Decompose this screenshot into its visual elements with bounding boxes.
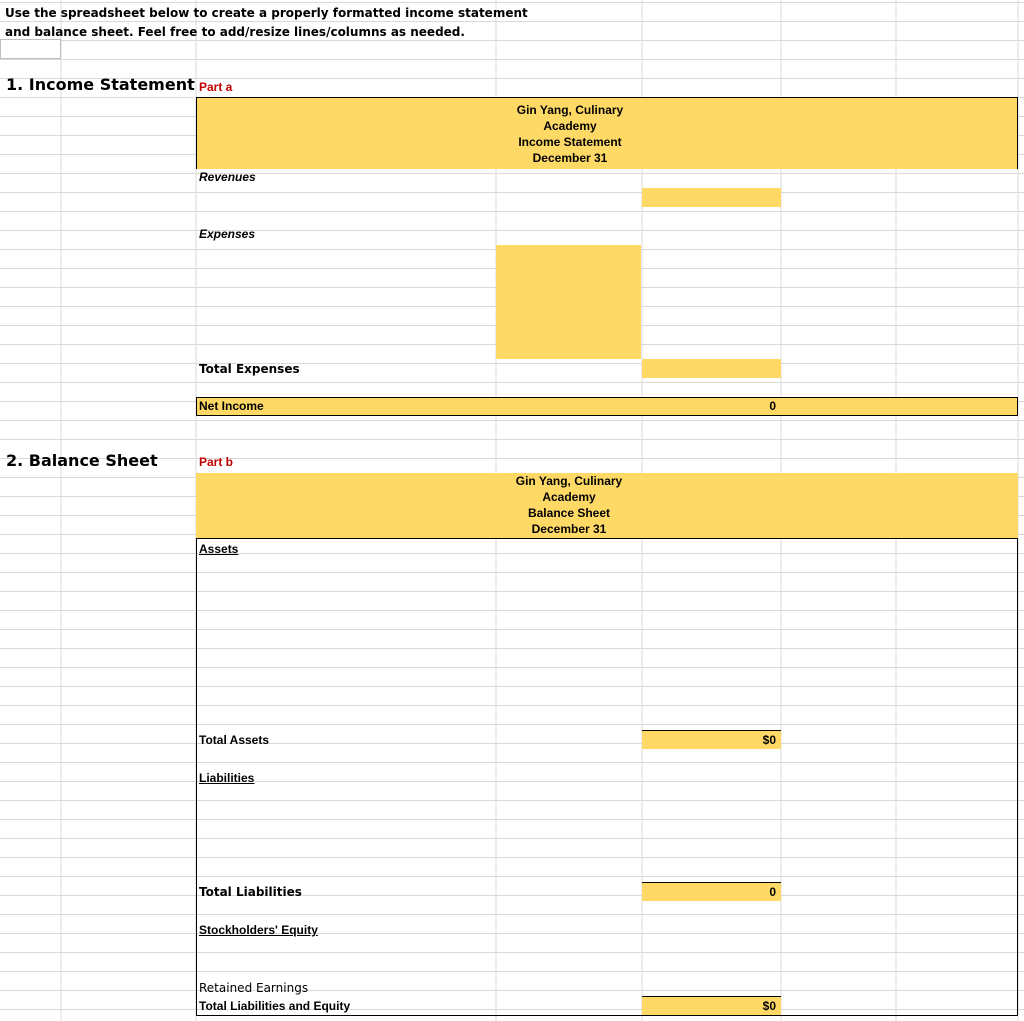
expenses-label: Expenses [199,227,256,241]
revenue-input-cell[interactable] [642,188,781,207]
bs-header-company-line1: Gin Yang, Culinary [515,474,623,488]
total-expenses-input-cell[interactable] [642,359,781,378]
stockholders-equity-label: Stockholders' Equity [199,923,318,937]
balance-sheet-part-label: Part b [199,455,234,469]
income-statement-section-title: 1. Income Statement [6,75,195,94]
selected-cell[interactable] [0,39,61,59]
total-liabilities-label: Total Liabilities [199,885,302,899]
balance-sheet-body-border [196,538,1018,1016]
net-income-row [196,397,1018,416]
net-income-value[interactable]: 0 [769,399,776,413]
bs-header-statement-title: Balance Sheet [527,506,611,520]
income-statement-header-box [196,97,1018,169]
revenues-label: Revenues [199,170,256,184]
total-liabilities-equity-label: Total Liabilities and Equity [199,999,351,1013]
is-header-date: December 31 [532,151,608,165]
income-statement-part-label: Part a [199,80,233,94]
assets-label: Assets [199,542,239,556]
retained-earnings-label: Retained Earnings [199,981,309,995]
balance-sheet-section-title: 2. Balance Sheet [6,451,158,470]
total-expenses-label: Total Expenses [199,362,300,376]
balance-sheet-header-box [196,473,1018,538]
instructions-line-2: and balance sheet. Feel free to add/resize lines/columns as needed. [5,25,465,39]
total-assets-value[interactable]: $0 [642,730,781,749]
is-header-statement-title: Income Statement [518,135,622,149]
is-header-company-line2: Academy [543,119,597,133]
bs-header-company-line2: Academy [542,490,596,504]
total-liabilities-value[interactable]: 0 [642,882,781,901]
net-income-label: Net Income [199,399,264,413]
expenses-input-cells[interactable] [496,245,641,359]
instructions-line-1: Use the spreadsheet below to create a properly formatted income statement [5,6,528,20]
bs-header-date: December 31 [531,522,607,536]
is-header-company-line1: Gin Yang, Culinary [516,103,624,117]
total-liabilities-equity-value[interactable]: $0 [642,996,781,1015]
liabilities-label: Liabilities [199,771,255,785]
total-assets-label: Total Assets [199,733,270,747]
